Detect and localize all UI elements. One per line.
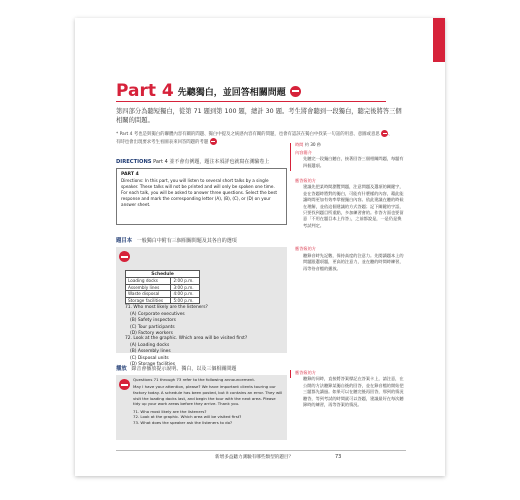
intro-paragraph: 第四部分為聽短獨白，從第 71 題到第 100 題，總計 30 題。考生將會聽到一段獨白，聽完後將答三個相關的問題。 (116, 108, 402, 124)
table-row (126, 291, 200, 298)
question-71 (125, 305, 275, 338)
side-tips-text: 建議先把某時間瀏覽問題，注意問題及選項的關鍵字，並在答題時將對的獨白，可能有什麼樣的內容，藉此能讓時間更加有效率掌握獨白內容。依此建議在聽的時候在理解，並依這個建議的方式答題；記下關鍵的字語，只要找到題目所重點，多加練習會的。作答方面也要留意「不用在題目本上作答」，之前都說是，一是仍是換考試判定。 (303, 184, 404, 228)
schedule-time: 2:00 p.m. (171, 278, 200, 285)
side-content-label: 內容簡介 (295, 150, 312, 155)
exam-section-label: 題目本 (116, 238, 133, 244)
question-71-text: 71. Who most likely are the listeners? (125, 305, 208, 310)
option: (C) Disposal units (130, 355, 169, 361)
schedule-time: 3:00 p.m. (171, 284, 200, 291)
note-text-2: 、有時也會出現要求考生看圖表來回答問題的考題 (116, 132, 393, 145)
note-text: * Part 4 考也是與獨白的聯體內容有關的問題、獨白中提及之統感內容有關的問題，也會有認該在獨白中找某一句話的用意、意圖或意思 (116, 132, 380, 137)
footer-divider (116, 450, 406, 451)
option: (B) Safety inspectors (130, 318, 176, 324)
side-tips-label-3: 應答竅的方 (295, 370, 316, 375)
audio-line: Questions 71 through 73 refer to the following announcement. (133, 377, 256, 382)
option: (A) Corporate executives (130, 311, 185, 317)
title-divider (116, 101, 386, 102)
option: (C) Tour participants (130, 324, 175, 330)
part-subtitle: 先聽獨白，並回答相關問題 (177, 87, 286, 98)
audio-script (133, 377, 283, 426)
schedule-time: 4:00 p.m. (171, 291, 200, 298)
audio-line: 73. What does the speaker ask the listeners to do? (133, 419, 233, 425)
option: (D) Factory workers (130, 331, 173, 337)
directions-box-body: Directions: In this part, you will listen to several short talks by a single speaker. These talks will not be printed and will only be spoken one time. For each talk, you will be asked to answer three questions. Select the best response and mark the corresponding letter (A), (B), (C), or (D) on your answer sheet. (121, 178, 278, 207)
audio-line: May I have your attention, please? We have important clients touring our factory today. A schedule has been posted, but it contains an error. They will visit the loading docks last, and begin the tour with the next area. Please tidy up your work areas before they arrive. Thank you. (133, 384, 283, 407)
schedule-item: Assembly lines (126, 284, 171, 291)
side-tips-label: 應答竅的方 (295, 178, 316, 183)
table-row (126, 297, 200, 304)
exam-section-head (116, 236, 237, 244)
directions-label: DIRECTIONS (116, 159, 152, 165)
question-71-options (125, 312, 275, 338)
side-content (295, 150, 405, 169)
title-row (116, 81, 301, 101)
side-time-label: 時間 (295, 142, 304, 147)
schedule-heading: Schedule (126, 271, 200, 278)
part-label: Part 4 (116, 81, 174, 101)
audio-section-text: 錄音會播放提示說明、獨白，以及三個相關問題 (131, 366, 237, 372)
schedule-table (125, 270, 200, 304)
stop-icon (210, 138, 217, 145)
option: (A) Loading docks (130, 342, 170, 348)
stop-icon (119, 251, 130, 262)
footer-text: 新增多益聽力測驗有哪些類型的題目？ (215, 455, 294, 460)
side-time-value: 約 30 秒 (304, 142, 322, 147)
side-bracket (290, 143, 291, 171)
side-tips-3 (295, 370, 405, 434)
schedule-item: Waste disposal (126, 291, 171, 298)
table-row (126, 278, 200, 285)
stop-icon (290, 86, 301, 97)
audio-line: 72. Look at the graphic. Which area will be visited first? (133, 414, 242, 420)
page-number: 73 (335, 454, 342, 460)
audio-section-label: 播放 (116, 366, 127, 372)
side-tips-text-2: 聽錄音時先記數，保持高度的注意力。先閱讀題本上的問題跟選項題，更高的注意力，並在聽的時間時練習，再等待音檔的播放。 (303, 252, 404, 271)
book-page (75, 18, 445, 476)
side-time (295, 142, 405, 148)
question-72-text: 72. Look at the graphic. Which area will be visited first? (125, 336, 248, 341)
directions-line (116, 158, 269, 165)
schedule-item: Loading docks (126, 278, 171, 285)
schedule-item: Storage facilities (126, 297, 171, 304)
side-tips-label-2: 應答竅的方 (295, 246, 316, 252)
directions-box-heading: PART 4 (121, 172, 139, 177)
audio-line: 71. Who most likely are the listeners? (133, 408, 207, 414)
side-tips (295, 178, 405, 286)
directions-text: Part 4 並不會有例題，題注本須詳也就寫在測驗卷上 (153, 159, 270, 165)
exam-section-text: 一般獨白中附有三個相關問題及其各自的選項 (136, 238, 237, 244)
side-bracket (290, 370, 291, 378)
audio-section-head (116, 364, 236, 372)
chapter-tab (433, 18, 445, 62)
side-content-text: 先聽完一段獨白聽白，接著回答三個相關問題，每題有四個選項。 (303, 156, 404, 168)
directions-box (116, 168, 287, 225)
table-row (126, 284, 200, 291)
option: (B) Assembly lines (130, 349, 171, 355)
side-tips-text-3: 聽錄的同時，直接將答案標記在答案卡上，請注意，在公開的方法聽錄某獨自後的回答，並在錄音檔的開始把三題都先讀過。如果可以在聽完後再回答，那到的情況聽答，等到考試的時間就可以答題，建議最好在每次聽錄時的練習，再等答案的情況。 (303, 376, 404, 408)
stop-icon (119, 379, 130, 390)
schedule-time: 5:00 p.m. (171, 297, 200, 304)
option: (D) Storage facilities (130, 362, 176, 368)
